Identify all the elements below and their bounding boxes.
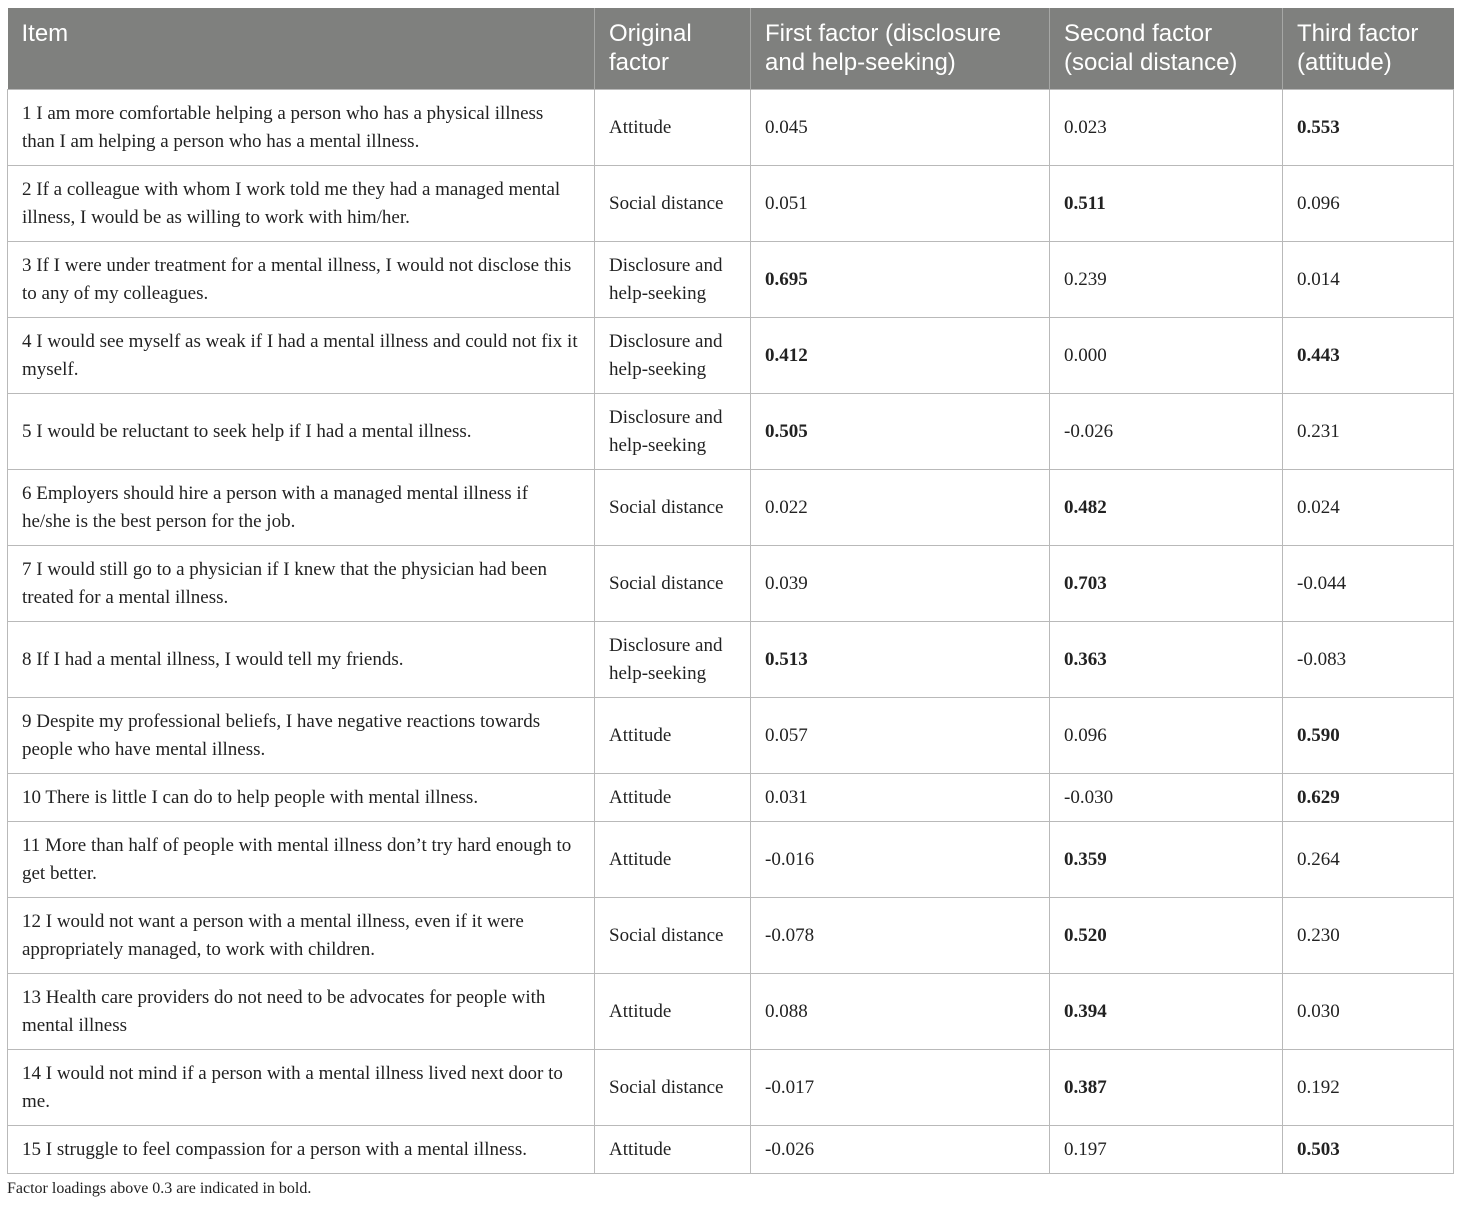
third-factor-cell: 0.231 xyxy=(1283,394,1454,470)
table-row xyxy=(8,394,1454,470)
table-row xyxy=(8,1126,1454,1174)
original-factor-cell: Disclosure and help-seeking xyxy=(595,394,751,470)
first-factor-cell: 0.051 xyxy=(751,166,1050,242)
first-factor-cell: -0.016 xyxy=(751,822,1050,898)
header-row xyxy=(8,8,1454,90)
second-factor-cell: 0.520 xyxy=(1050,898,1283,974)
item-cell: 1 I am more comfortable helping a person who has a physical illness than I am helping a person who has a mental illness. xyxy=(8,90,595,166)
first-factor-cell: 0.088 xyxy=(751,974,1050,1050)
original-factor-cell: Social distance xyxy=(595,546,751,622)
header-second-factor: Second factor (social distance) xyxy=(1050,8,1283,90)
original-factor-cell: Social distance xyxy=(595,166,751,242)
table-row xyxy=(8,1050,1454,1126)
item-cell: 5 I would be reluctant to seek help if I had a mental illness. xyxy=(8,394,595,470)
item-cell: 11 More than half of people with mental illness don’t try hard enough to get better. xyxy=(8,822,595,898)
table-row xyxy=(8,698,1454,774)
third-factor-cell: 0.553 xyxy=(1283,90,1454,166)
third-factor-cell: 0.503 xyxy=(1283,1126,1454,1174)
third-factor-cell: 0.024 xyxy=(1283,470,1454,546)
third-factor-cell: 0.192 xyxy=(1283,1050,1454,1126)
second-factor-cell: -0.026 xyxy=(1050,394,1283,470)
original-factor-cell: Attitude xyxy=(595,90,751,166)
third-factor-cell: 0.264 xyxy=(1283,822,1454,898)
first-factor-cell: 0.045 xyxy=(751,90,1050,166)
table-row xyxy=(8,898,1454,974)
first-factor-cell: 0.505 xyxy=(751,394,1050,470)
table-row xyxy=(8,974,1454,1050)
second-factor-cell: 0.023 xyxy=(1050,90,1283,166)
third-factor-cell: 0.443 xyxy=(1283,318,1454,394)
original-factor-cell: Attitude xyxy=(595,698,751,774)
original-factor-cell: Disclosure and help-seeking xyxy=(595,622,751,698)
original-factor-cell: Social distance xyxy=(595,898,751,974)
original-factor-cell: Attitude xyxy=(595,974,751,1050)
header-original-factor: Original factor xyxy=(595,8,751,90)
first-factor-cell: 0.513 xyxy=(751,622,1050,698)
table-body xyxy=(8,90,1454,1174)
second-factor-cell: 0.239 xyxy=(1050,242,1283,318)
second-factor-cell: 0.511 xyxy=(1050,166,1283,242)
table-row xyxy=(8,546,1454,622)
header-first-factor: First factor (disclosure and help-seeking) xyxy=(751,8,1050,90)
original-factor-cell: Attitude xyxy=(595,1126,751,1174)
table-row xyxy=(8,622,1454,698)
second-factor-cell: 0.363 xyxy=(1050,622,1283,698)
second-factor-cell: -0.030 xyxy=(1050,774,1283,822)
item-cell: 6 Employers should hire a person with a managed mental illness if he/she is the best person for the job. xyxy=(8,470,595,546)
second-factor-cell: 0.096 xyxy=(1050,698,1283,774)
original-factor-cell: Disclosure and help-seeking xyxy=(595,318,751,394)
original-factor-cell: Disclosure and help-seeking xyxy=(595,242,751,318)
item-cell: 3 If I were under treatment for a mental illness, I would not disclose this to any of my colleagues. xyxy=(8,242,595,318)
second-factor-cell: 0.197 xyxy=(1050,1126,1283,1174)
original-factor-cell: Attitude xyxy=(595,822,751,898)
second-factor-cell: 0.387 xyxy=(1050,1050,1283,1126)
first-factor-cell: -0.017 xyxy=(751,1050,1050,1126)
item-cell: 12 I would not want a person with a mental illness, even if it were appropriately managed, to work with children. xyxy=(8,898,595,974)
table-row xyxy=(8,90,1454,166)
third-factor-cell: -0.083 xyxy=(1283,622,1454,698)
item-cell: 10 There is little I can do to help people with mental illness. xyxy=(8,774,595,822)
second-factor-cell: 0.000 xyxy=(1050,318,1283,394)
original-factor-cell: Social distance xyxy=(595,470,751,546)
second-factor-cell: 0.703 xyxy=(1050,546,1283,622)
second-factor-cell: 0.482 xyxy=(1050,470,1283,546)
item-cell: 15 I struggle to feel compassion for a person with a mental illness. xyxy=(8,1126,595,1174)
item-cell: 7 I would still go to a physician if I knew that the physician had been treated for a mental illness. xyxy=(8,546,595,622)
original-factor-cell: Attitude xyxy=(595,774,751,822)
third-factor-cell: 0.014 xyxy=(1283,242,1454,318)
table-row xyxy=(8,774,1454,822)
table-row xyxy=(8,318,1454,394)
first-factor-cell: 0.031 xyxy=(751,774,1050,822)
first-factor-cell: 0.695 xyxy=(751,242,1050,318)
third-factor-cell: 0.230 xyxy=(1283,898,1454,974)
item-cell: 2 If a colleague with whom I work told me they had a managed mental illness, I would be as willing to work with him/her. xyxy=(8,166,595,242)
table-row xyxy=(8,822,1454,898)
third-factor-cell: -0.044 xyxy=(1283,546,1454,622)
second-factor-cell: 0.394 xyxy=(1050,974,1283,1050)
table-footnote: Factor loadings above 0.3 are indicated in bold. xyxy=(7,1180,312,1197)
item-cell: 4 I would see myself as weak if I had a mental illness and could not fix it myself. xyxy=(8,318,595,394)
first-factor-cell: 0.039 xyxy=(751,546,1050,622)
header-third-factor: Third factor (attitude) xyxy=(1283,8,1454,90)
table-row xyxy=(8,166,1454,242)
table-row xyxy=(8,470,1454,546)
first-factor-cell: 0.022 xyxy=(751,470,1050,546)
original-factor-cell: Social distance xyxy=(595,1050,751,1126)
header-item: Item xyxy=(8,8,595,90)
first-factor-cell: 0.412 xyxy=(751,318,1050,394)
table-row xyxy=(8,242,1454,318)
table-header xyxy=(8,8,1454,90)
item-cell: 14 I would not mind if a person with a mental illness lived next door to me. xyxy=(8,1050,595,1126)
first-factor-cell: -0.026 xyxy=(751,1126,1050,1174)
third-factor-cell: 0.030 xyxy=(1283,974,1454,1050)
third-factor-cell: 0.629 xyxy=(1283,774,1454,822)
item-cell: 8 If I had a mental illness, I would tell my friends. xyxy=(8,622,595,698)
third-factor-cell: 0.096 xyxy=(1283,166,1454,242)
item-cell: 13 Health care providers do not need to be advocates for people with mental illness xyxy=(8,974,595,1050)
first-factor-cell: -0.078 xyxy=(751,898,1050,974)
first-factor-cell: 0.057 xyxy=(751,698,1050,774)
third-factor-cell: 0.590 xyxy=(1283,698,1454,774)
item-cell: 9 Despite my professional beliefs, I have negative reactions towards people who have mental illness. xyxy=(8,698,595,774)
factor-loadings-table xyxy=(7,8,1454,1174)
second-factor-cell: 0.359 xyxy=(1050,822,1283,898)
factor-loadings-table-container xyxy=(7,8,1453,1174)
